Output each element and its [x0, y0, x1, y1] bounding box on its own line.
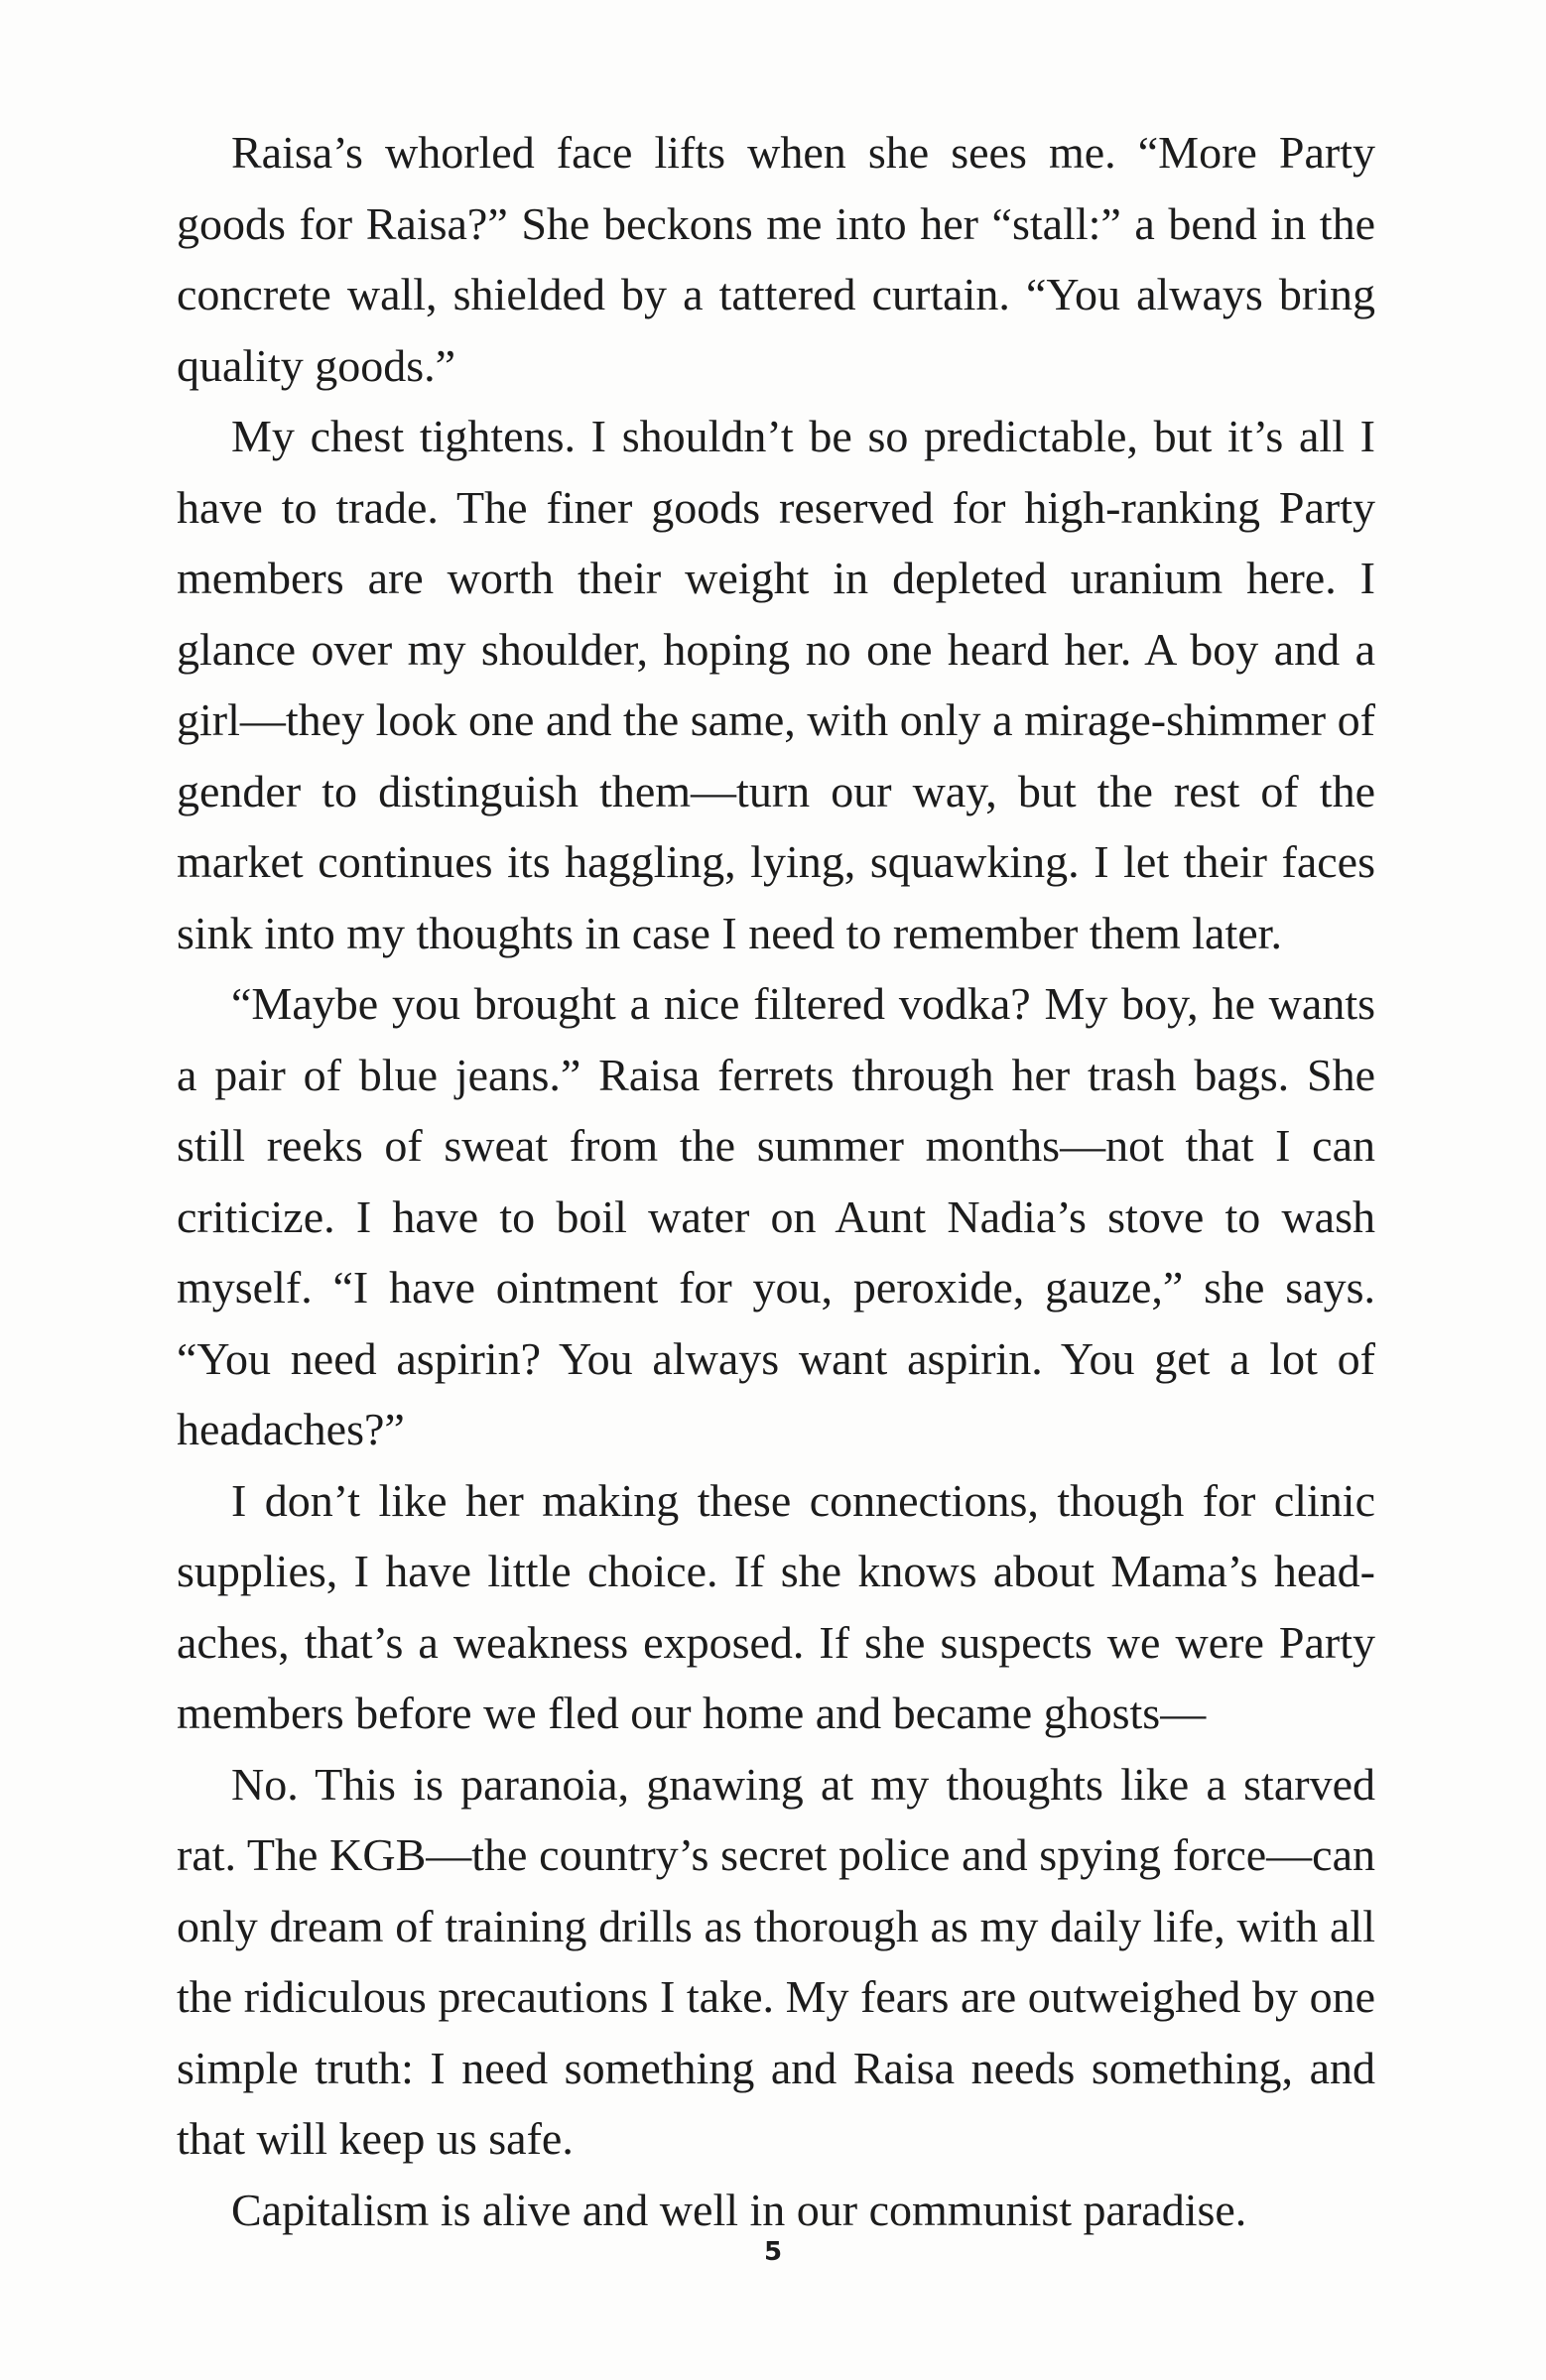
- paragraph: Capitalism is alive and well in our communist paradise.: [231, 2184, 1247, 2235]
- paragraph: Raisa’s whorled face lifts when she sees me. “More Party goods for Raisa?” She beckons me into her “stall:” a bend in the concrete wall, shielded by a tattered curtain. “You always bring quality goods.”: [177, 127, 1375, 391]
- page-number: 5: [763, 2237, 783, 2267]
- paragraph: My chest tightens. I shouldn’t be so predictable, but it’s all I have to trade. The finer goods reserved for high-ranking Party members are worth their weight in depleted uranium here. I glance over my shoulder, hoping no one heard her. A boy and a girl—they look one and the same, with only a mirage-shimmer of gender to distinguish them—turn our way, but the rest of the market continues its haggling, lying, squawking. I let their faces sink into my thoughts in case I need to remember them later.: [177, 411, 1375, 958]
- paragraph: “Maybe you brought a nice filtered vodka? My boy, he wants a pair of blue jeans.” Raisa ferrets through her trash bags. She still reeks of sweat from the summer months—not that I can criticize. I have to boil water on Aunt Nadia’s stove to wash myself. “I have ointment for you, peroxide, gauze,” she says. “You need aspirin? You always want aspirin. You get a lot of headaches?”: [177, 978, 1375, 1454]
- paragraph: No. This is paranoia, gnawing at my thoughts like a starved rat. The KGB—the country’s secret police and spying force—can only dream of training drills as thorough as my daily life, with all the ridiculous precautions I take. My fears are outweighed by one simple truth: I need something and Raisa needs something, and that will keep us safe.: [177, 1758, 1375, 2164]
- paragraph: I don’t like her making these connections, though for clinic supplies, I have little choice. If she knows about Mama’s headaches, that’s a weakness exposed. If she suspects we were Party members before we fled our home and became ghosts—: [177, 1474, 1375, 1738]
- body-text: [177, 117, 1375, 2245]
